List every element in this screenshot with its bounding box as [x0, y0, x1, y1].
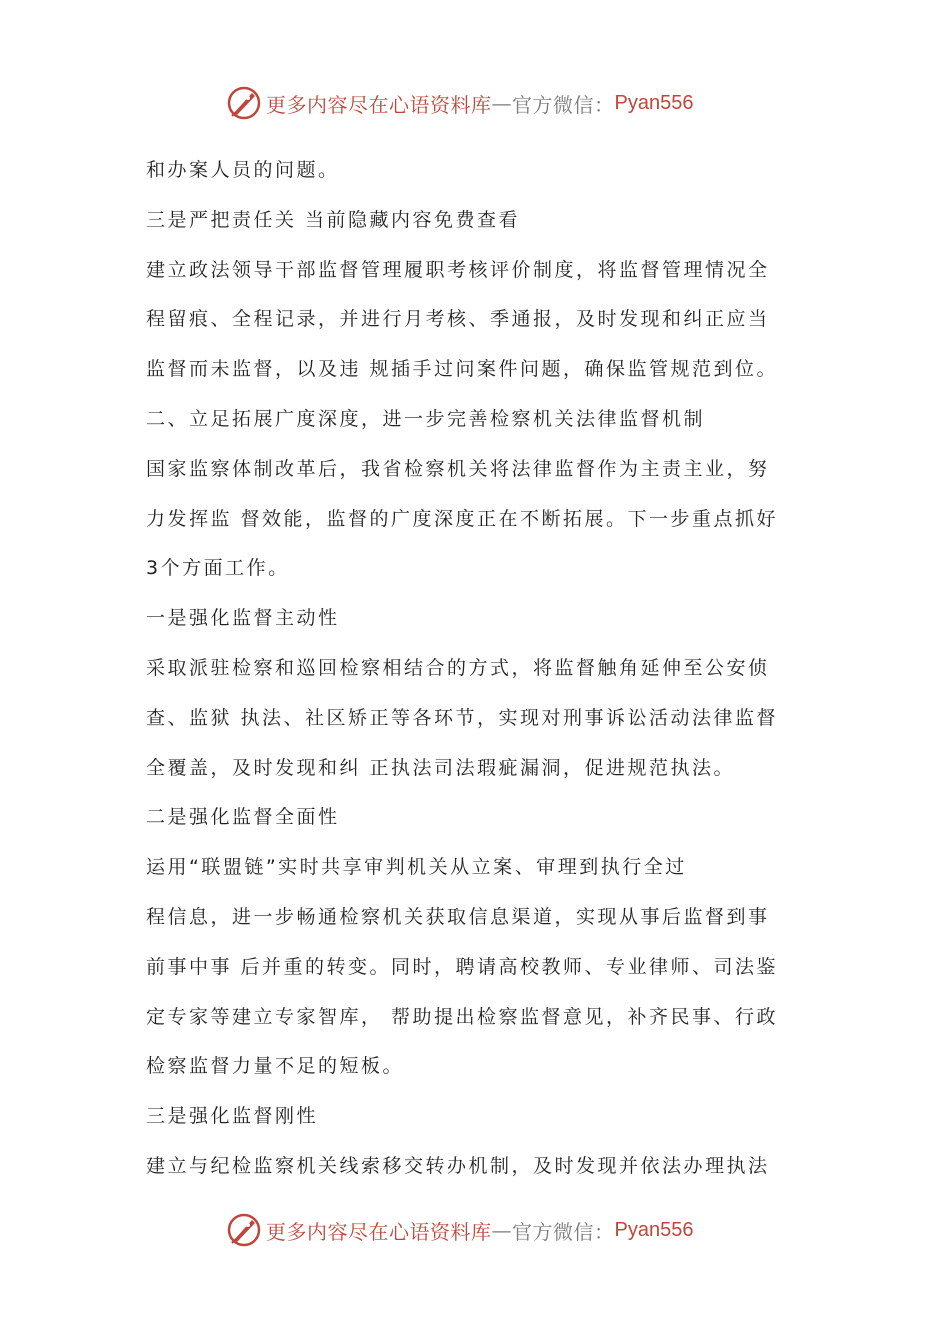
body-line: 力发挥监 督效能，监督的广度深度正在不断拓展。下一步重点抓好 [146, 507, 779, 530]
body-line: 建立政法领导干部监督管理履职考核评价制度，将监督管理情况全 [146, 258, 770, 281]
header-banner [226, 83, 693, 123]
body-line: 程留痕、全程记录，并进行月考核、季通报，及时发现和纠正应当 [146, 308, 770, 331]
body-line: 前事中事 后并重的转变。同时，聘请高校教师、专业律师、司法鉴 [146, 955, 779, 978]
section-heading: 一是强化监督主动性 [146, 607, 340, 630]
banner-dash: — [491, 1218, 512, 1242]
body-line: 监督而未监督，以及违 规插手过问案件问题，确保监管规范到位。 [146, 358, 779, 381]
body-line: 检察监督力量不足的短板。 [146, 1055, 405, 1078]
banner-wechat-label: 官方微信： [512, 92, 615, 117]
banner-main-text: 更多内容尽在心语资料库 [266, 1219, 492, 1244]
banner-wechat-id: Pyan556 [614, 1218, 694, 1241]
banner-dash: — [491, 91, 512, 115]
document-body [146, 146, 811, 1192]
banner-wechat-label: 官方微信： [512, 1219, 615, 1244]
body-line: 国家监察体制改革后，我省检察机关将法律监督作为主责主业，努 [146, 457, 770, 480]
body-line: 程信息，进一步畅通检察机关获取信息渠道，实现从事后监督到事 [146, 905, 770, 928]
body-line: 和办案人员的问题。 [146, 159, 340, 181]
quill-pen-logo-icon [226, 1212, 262, 1248]
body-line: 采取派驻检察和巡回检察相结合的方式，将监督触角延伸至公安侦 [146, 656, 770, 679]
section-heading: 三是严把责任关 当前隐藏内容免费查看 [146, 208, 521, 231]
body-line: 运用“联盟链”实时共享审判机关从立案、审理到执行全过 [146, 856, 687, 879]
section-heading: 三是强化监督刚性 [146, 1105, 319, 1128]
body-line: 全覆盖，及时发现和纠 正执法司法瑕疵漏洞，促进规范执法。 [146, 756, 736, 779]
banner-main-text: 更多内容尽在心语资料库 [266, 92, 492, 117]
body-line: 查、监狱 执法、社区矫正等各环节，实现对刑事诉讼活动法律监督 [146, 706, 779, 729]
section-heading: 二、立足拓展广度深度，进一步完善检察机关法律监督机制 [146, 407, 706, 430]
body-line: 3个方面工作。 [146, 557, 290, 580]
section-heading: 二是强化监督全面性 [146, 806, 340, 829]
body-line: 定专家等建立专家智库， 帮助提出检察监督意见，补齐民事、行政 [146, 1005, 779, 1028]
banner-wechat-id: Pyan556 [614, 91, 694, 114]
body-line: 建立与纪检监察机关线索移交转办机制，及时发现并依法办理执法 [146, 1154, 770, 1177]
footer-banner [226, 1210, 693, 1250]
quill-pen-logo-icon [226, 85, 262, 121]
